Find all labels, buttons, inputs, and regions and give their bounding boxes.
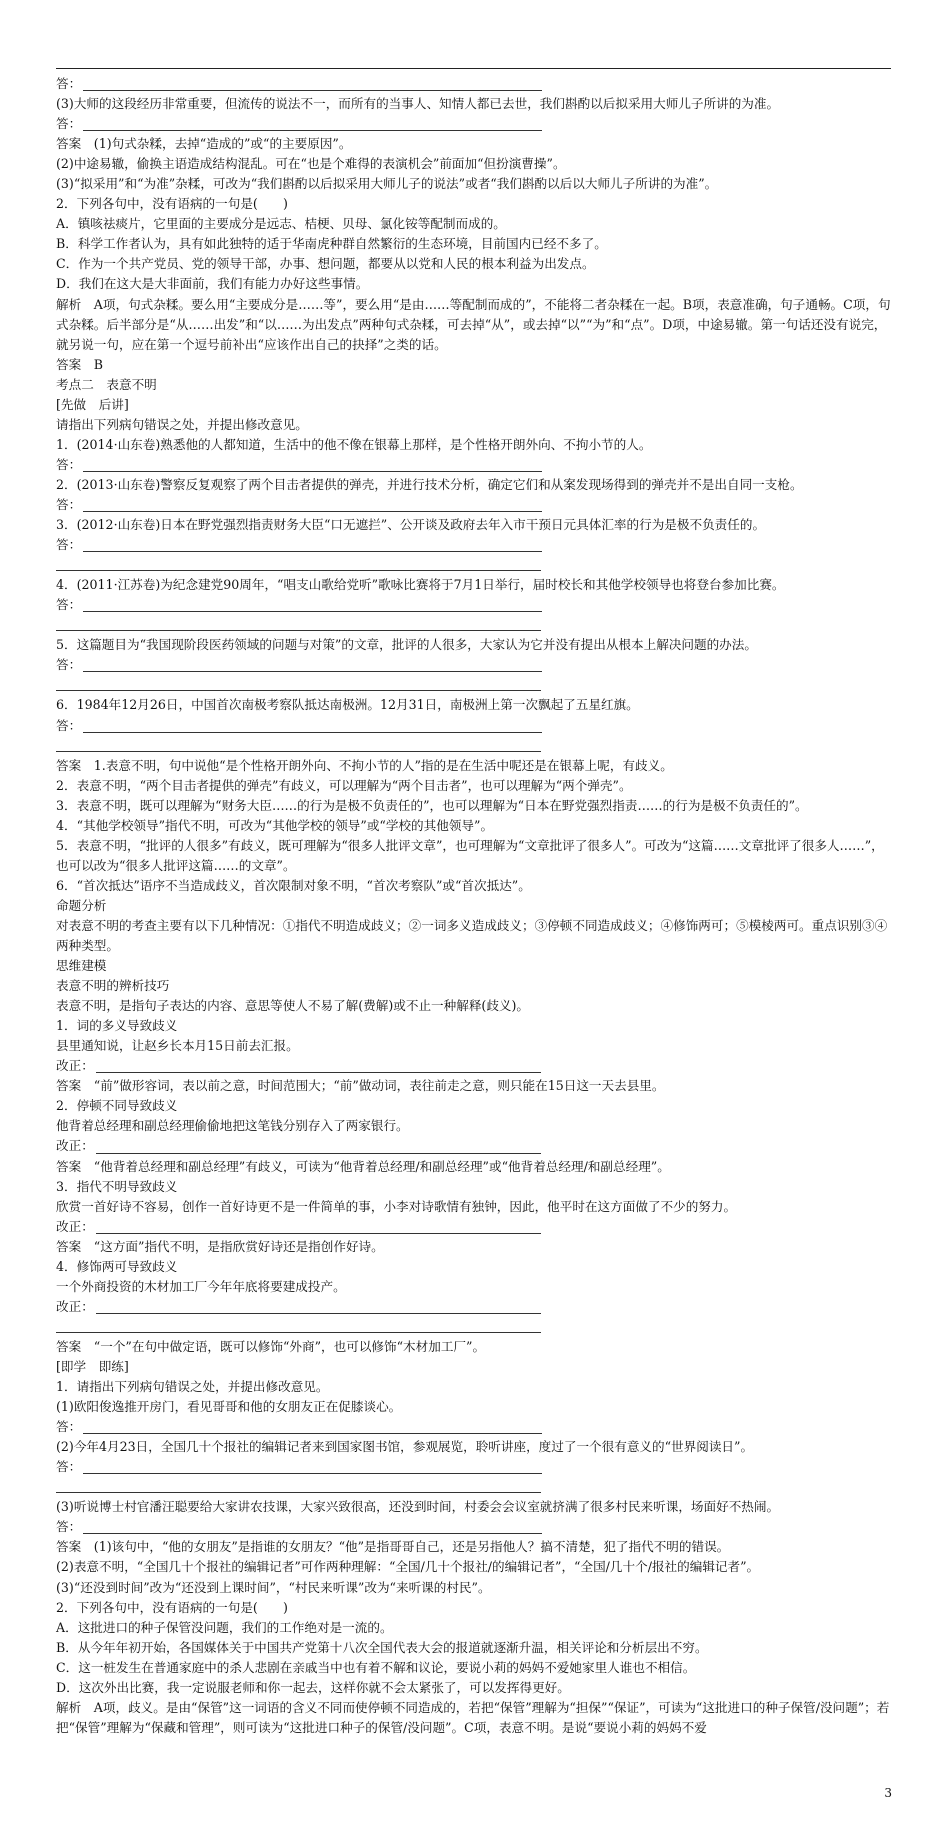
text-line: 2．下列各句中，没有语病的一句是( ) — [56, 1599, 288, 1615]
text-line: 3．指代不明导致歧义 — [56, 1178, 178, 1194]
answer-blank — [83, 459, 542, 472]
text-line: C．作为一个共产党员、党的领导干部，办事、想问题，都要从以党和人民的根本利益为出发点。 — [56, 256, 595, 272]
text-line: 答案 “前”做形容词，表以前之意，时间范围大；“前”做动词，表往前走之意，则只能在15日这一天去县里。 — [56, 1078, 665, 1094]
text-line: 2．表意不明，“两个目击者提供的弹壳”有歧义，可以理解为“两个目击者”，也可以理解为“两个弹壳”。 — [56, 777, 632, 793]
answer-blank — [83, 599, 542, 612]
answer-blank — [83, 78, 542, 91]
answer-blank — [83, 499, 542, 512]
text-line: 3．表意不明，既可以理解为“财务大臣……的行为是极不负责任的”，也可以理解为“日本在野党强烈指责……的行为是极不负责任的”。 — [56, 797, 808, 813]
text-line: (2)今年4月23日，全国几十个报社的编辑记者来到国家图书馆，参观展览，聆听讲座，度过了一个很有意义的“世界阅读日”。 — [56, 1439, 754, 1455]
answer-line — [56, 1297, 896, 1317]
answer-label: 改正： — [56, 1138, 94, 1154]
answer-blank — [96, 1221, 541, 1234]
text-line: 4．(2011·江苏卷)为纪念建党90周年，“唱支山歌给党听”歌咏比赛将于7月1日举行，届时校长和其他学校领导也将登台参加比赛。 — [56, 577, 785, 593]
text-line: (3)“还没到时间”改为“还没到上课时间”，“村民来听课”改为“来听课的村民”。 — [56, 1579, 491, 1595]
answer-line — [56, 535, 896, 555]
blank-rule — [56, 751, 541, 752]
blank-rule — [56, 1332, 541, 1333]
text-line: 答案 “一个”在句中做定语，既可以修饰“外商”，也可以修饰“木材加工厂”。 — [56, 1338, 486, 1354]
answer-label: 答： — [56, 496, 82, 512]
answer-blank — [83, 1461, 542, 1474]
blank-rule-line — [56, 1477, 896, 1497]
text-line: (2)表意不明，“全国几十个报社的编辑记者”可作两种理解：“全国/几十个报社/的编辑记者”，“全国/几十个/报社的编辑记者”。 — [56, 1559, 760, 1575]
blank-rule-line — [56, 675, 896, 695]
text-line: 答案 1.表意不明，句中说他“是个性格开朗外向、不拘小节的人”指的是在生活中呢还是在银幕上呢，有歧义。 — [56, 757, 673, 773]
text-line: 解析 A项，歧义。是由“保管”这一词语的含义不同而使停顿不同造成的，若把“保管”理解为“担保”“保证”，可读为“这批进口的种子保管/没问题”；若把“保管”理解为“保藏和管理”，则可读为“这批进口种子的保管/没问题”。C项，表意不明。是说“要说小莉的妈妈不爱 — [56, 1699, 890, 1735]
answer-line — [56, 1417, 896, 1437]
answer-line — [56, 655, 896, 675]
text-line: (1)欧阳俊逸推开房门，看见哥哥和他的女朋友正在促膝谈心。 — [56, 1399, 402, 1415]
text-line: 答案 “这方面”指代不明，是指欣赏好诗还是指创作好诗。 — [56, 1238, 384, 1254]
text-line: 对表意不明的考查主要有以下几种情况：①指代不明造成歧义；②一词多义造成歧义；③停顿不同造成歧义；④修饰两可；⑤模棱两可。重点识别③④两种类型。 — [56, 917, 888, 954]
answer-blank — [83, 659, 542, 672]
answer-blank — [96, 1141, 541, 1154]
text-line: B．从今年年初开始，各国媒体关于中国共产党第十八次全国代表大会的报道就逐渐升温，相关评论和分析层出不穷。 — [56, 1639, 708, 1655]
page-number: 3 — [884, 1786, 892, 1800]
text-line: 6．1984年12月26日，中国首次南极考察队抵达南极洲。12月31日，南极洲上第一次飘起了五星红旗。 — [56, 697, 639, 713]
text-line: 4．“其他学校领导”指代不明，可改为“其他学校的领导”或“学校的其他领导”。 — [56, 817, 494, 833]
text-line: 表意不明的辨析技巧 — [56, 978, 170, 994]
text-line: 2．(2013·山东卷)警察反复观察了两个目击者提供的弹壳，并进行技术分析，确定它们和从案发现场得到的弹壳并不是出自同一支枪。 — [56, 476, 803, 492]
text-line: 答案 (1)句式杂糅，去掉“造成的”或“的主要原因”。 — [56, 136, 352, 152]
answer-line — [56, 114, 896, 134]
answer-line — [56, 1056, 896, 1076]
text-line: 答案 “他背着总经理和副总经理”有歧义，可读为“他背着总经理/和副总经理”或“他背着总经理/和副总经理”。 — [56, 1158, 670, 1174]
text-line: 考点二 表意不明 — [56, 376, 157, 392]
answer-label: 答： — [56, 1459, 82, 1475]
text-line: 请指出下列病句错误之处，并提出修改意见。 — [56, 416, 308, 432]
blank-rule — [56, 690, 541, 691]
text-line: 思维建模 — [56, 958, 107, 974]
answer-blank — [83, 1521, 542, 1534]
text-line: C．这一桩发生在普通家庭中的杀人悲剧在亲戚当中也有着不解和议论，要说小莉的妈妈不爱她家里人谁也不相信。 — [56, 1659, 696, 1675]
text-line: D．我们在这大是大非面前，我们有能力办好这些事情。 — [56, 276, 369, 292]
answer-label: 答： — [56, 657, 82, 673]
text-line: (3)大师的这段经历非常重要，但流传的说法不一，而所有的当事人、知情人都已去世，我们斟酌以后拟采用大师儿子所讲的为准。 — [56, 96, 780, 112]
text-line: 1．请指出下列病句错误之处，并提出修改意见。 — [56, 1379, 329, 1395]
answer-blank — [83, 118, 542, 131]
answer-label: 改正： — [56, 1218, 94, 1234]
text-line: 1．(2014·山东卷)熟悉他的人都知道，生活中的他不像在银幕上那样，是个性格开朗外向、不拘小节的人。 — [56, 436, 652, 452]
answer-label: 答： — [56, 456, 82, 472]
answer-line — [56, 716, 896, 736]
blank-rule-line — [56, 615, 896, 635]
text-line: 一个外商投资的木材加工厂今年年底将要建成投产。 — [56, 1278, 346, 1294]
text-line: 2．下列各句中，没有语病的一句是( ) — [56, 196, 288, 212]
answer-label: 答： — [56, 76, 82, 91]
text-line: 2．停顿不同导致歧义 — [56, 1098, 178, 1114]
answer-line — [56, 455, 896, 475]
text-line: 5．表意不明，“批评的人很多”有歧义，既可理解为“很多人批评文章”，也可理解为“文章批评了很多人”。可改为“这篇……文章批评了很多人……”，也可以改为“很多人批评这篇……的文章”。 — [56, 837, 884, 873]
answer-label: 答： — [56, 597, 82, 613]
text-line: 答案 (1)该句中，“他的女朋友”是指谁的女朋友？“他”是指哥哥自己，还是另指他人？搞不清楚，犯了指代不明的错误。 — [56, 1539, 730, 1555]
answer-line — [56, 1457, 896, 1477]
text-line: 表意不明，是指句子表达的内容、意思等使人不易了解(费解)或不止一种解释(歧义)。 — [56, 998, 530, 1014]
text-line: 4．修饰两可导致歧义 — [56, 1258, 178, 1274]
text-line: [即学 即练] — [56, 1359, 129, 1374]
text-line: 欣赏一首好诗不容易，创作一首好诗更不是一件简单的事，小李对诗歌情有独钟，因此，他平时在这方面做了不少的努力。 — [56, 1198, 737, 1214]
blank-rule — [56, 1492, 541, 1493]
answer-line — [56, 495, 896, 515]
text-line: B．科学工作者认为，具有如此独特的适于华南虎种群自然繁衍的生态环境，目前国内已经不多了。 — [56, 236, 607, 252]
blank-rule — [56, 570, 541, 571]
answer-label: 答： — [56, 1419, 82, 1435]
text-line: 6．“首次抵达”语序不当造成歧义，首次限制对象不明，“首次考察队”或“首次抵达”。 — [56, 877, 531, 893]
answer-blank — [83, 720, 542, 733]
text-line: A．这批进口的种子保管没问题，我们的工作绝对是一流的。 — [56, 1619, 393, 1635]
text-line: [先做 后讲] — [56, 396, 129, 412]
text-line: (3)听说博士村官潘汪聪要给大家讲农技课，大家兴致很高，还没到时间，村委会会议室就挤满了很多村民来听课，场面好不热闹。 — [56, 1499, 780, 1515]
text-line: 1．词的多义导致歧义 — [56, 1018, 178, 1034]
text-line: 3．(2012·山东卷)日本在野党强烈指责财务大臣“口无遮拦”、公开谈及政府去年入市干预日元具体汇率的行为是极不负责任的。 — [56, 517, 766, 533]
text-line: D．这次外出比赛，我一定说服老师和你一起去，这样你就不会太紧张了，可以发挥得更好。 — [56, 1679, 570, 1695]
blank-rule-line — [56, 555, 896, 575]
text-line: 命题分析 — [56, 897, 107, 913]
text-line: (3)“拟采用”和“为准”杂糅，可改为“我们斟酌以后拟采用大师儿子的说法”或者“我们斟酌以后以大师儿子所讲的为准”。 — [56, 176, 718, 192]
text-line: 他背着总经理和副总经理偷偷地把这笔钱分别存入了两家银行。 — [56, 1118, 409, 1134]
text-line: A．镇咳祛痰片，它里面的主要成分是远志、桔梗、贝母、氯化铵等配制而成的。 — [56, 216, 506, 232]
answer-blank — [96, 1060, 541, 1073]
text-line: 县里通知说，让赵乡长本月15日前去汇报。 — [56, 1038, 299, 1054]
text-line: 解析 A项，句式杂糅。要么用“主要成分是……等”，要么用“是由……等配制而成的”，不能将二者杂糅在一起。B项，表意准确，句子通畅。C项，句式杂糅。后半部分是“从……出发”和“以……为出发点”两种句式杂糅，可去掉“从”，或去掉“以”“为”和“点”。D项，中途易辙。第一句话还没有说完，就另说一句，应在第一个逗号前补出“应该作出自己的抉择”之类的话。 — [56, 296, 891, 352]
answer-line — [56, 1517, 896, 1537]
answer-label: 答： — [56, 116, 82, 132]
answer-blank — [83, 539, 542, 552]
blank-rule-line — [56, 736, 896, 756]
answer-line — [56, 1217, 896, 1237]
header-rule — [56, 68, 891, 69]
answer-line — [56, 1136, 896, 1156]
document-body — [56, 74, 896, 1738]
blank-rule-line — [56, 1317, 896, 1337]
answer-blank — [96, 1301, 541, 1314]
answer-label: 改正： — [56, 1058, 94, 1074]
text-line: (2)中途易辙，偷换主语造成结构混乱。可在“也是个难得的表演机会”前面加“但扮演曹操”。 — [56, 156, 566, 172]
text-line: 5．这篇题目为“我国现阶段医药领域的问题与对策”的文章，批评的人很多，大家认为它并没有提出从根本上解决问题的办法。 — [56, 637, 757, 653]
answer-line — [56, 595, 896, 615]
text-line: 答案 B — [56, 356, 104, 372]
blank-rule — [56, 630, 541, 631]
answer-label: 答： — [56, 717, 82, 733]
answer-label: 答： — [56, 537, 82, 553]
answer-blank — [83, 1421, 542, 1434]
answer-line — [56, 74, 896, 94]
answer-label: 改正： — [56, 1298, 94, 1314]
answer-label: 答： — [56, 1519, 82, 1535]
